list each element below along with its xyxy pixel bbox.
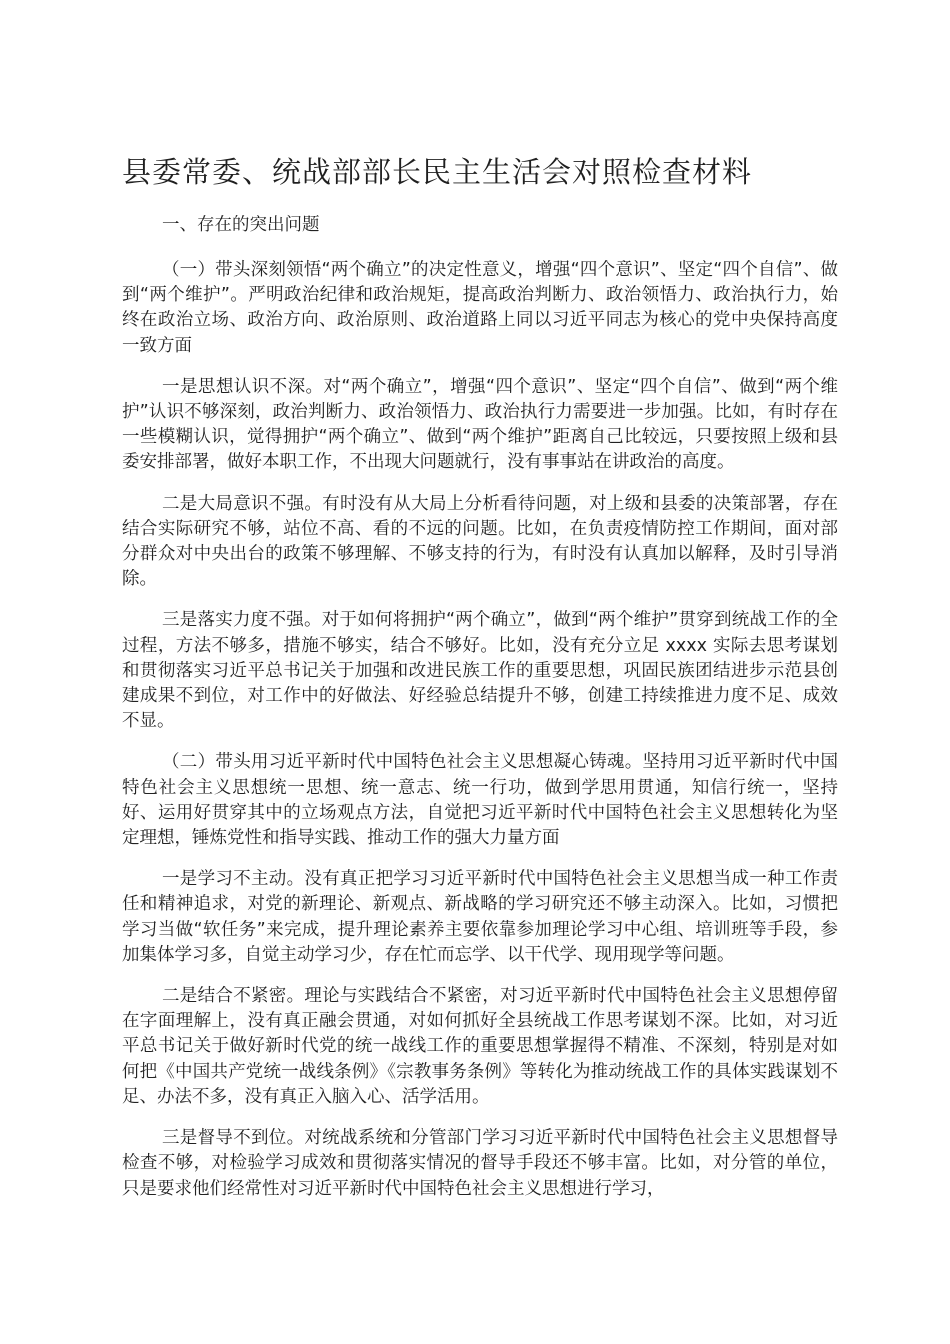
paragraph: 三是落实力度不强。对于如何将拥护“两个确立”，做到“两个维护”贯穿到统战工作的全过程，方法不够多，措施不够实，结合不够好。比如，没有充分立足 xxxx 实际去思考谋划和贯彻落实习近平总书记关于加强和改进民族工作的重要思想，巩固民族团结进步示范县创建成果不到位，对工作中的好做法、好经验总结提升不够，创建工持续推进力度不足、成效不显。 bbox=[122, 610, 838, 732]
paragraph: 二是大局意识不强。有时没有从大局上分析看待问题，对上级和县委的决策部署，存在结合实际研究不够，站位不高、看的不远的问题。比如，在负责疫情防控工作期间，面对部分群众对中央出台的政策不够理解、不够支持的行为，有时没有认真加以解释，及时引导消除。 bbox=[122, 493, 838, 590]
document-page bbox=[122, 150, 838, 1202]
section-heading: 一、存在的突出问题 bbox=[162, 215, 320, 235]
paragraph: 一是思想认识不深。对“两个确立”，增强“四个意识”、坚定“四个自信”、做到“两个维护”认识不够深刻，政治判断力、政治领悟力、政治执行力需要进一步加强。比如，有时存在一些模糊认识，觉得拥护“两个确立”、做到“两个维护”距离自己比较远，只要按照上级和县委安排部署，做好本职工作，不出现大问题就行，没有事事站在讲政治的高度。 bbox=[122, 376, 838, 473]
paragraph: 二是结合不紧密。理论与实践结合不紧密，对习近平新时代中国特色社会主义思想停留在字面理解上，没有真正融会贯通，对如何抓好全县统战工作思考谋划不深。比如，对习近平总书记关于做好新时代党的统一战线工作的重要思想掌握得不精准、不深刻，特别是对如何把《中国共产党统一战线条例》《宗教事务条例》等转化为推动统战工作的具体实践谋划不足、办法不多，没有真正入脑入心、活学活用。 bbox=[122, 986, 838, 1107]
paragraph: 一是学习不主动。没有真正把学习习近平新时代中国特色社会主义思想当成一种工作责任和精神追求，对党的新理论、新观点、新战略的学习研究还不够主动深入。比如，习惯把学习当做“软任务”来完成，提升理论素养主要依靠参加理论学习中心组、培训班等手段，参加集体学习多，自觉主动学习少，存在忙而忘学、以干代学、现用现学等问题。 bbox=[122, 869, 838, 965]
paragraph: （二）带头用习近平新时代中国特色社会主义思想凝心铸魂。坚持用习近平新时代中国特色社会主义思想统一思想、统一意志、统一行功，做到学思用贯通，知信行统一，坚持好、运用好贯穿其中的立场观点方法，自觉把习近平新时代中国特色社会主义思想转化为坚定理想，锤炼党性和指导实践、推动工作的强大力量方面 bbox=[122, 752, 838, 849]
paragraph: 三是督导不到位。对统战系统和分管部门学习习近平新时代中国特色社会主义思想督导检查不够，对检验学习成效和贯彻落实情况的督导手段还不够丰富。比如，对分管的单位，只是要求他们经常性对习近平新时代中国特色社会主义思想进行学习， bbox=[122, 1128, 838, 1199]
paragraph: （一）带头深刻领悟“两个确立”的决定性意义，增强“四个意识”、坚定“四个自信”、做到“两个维护”。严明政治纪律和政治规矩，提高政治判断力、政治领悟力、政治执行力，始终在政治立场、政治方向、政治原则、政治道路上同以习近平同志为核心的党中央保持高度一致方面 bbox=[122, 260, 838, 356]
document-title: 县委常委、统战部部长民主生活会对照检查材料 bbox=[122, 155, 753, 189]
